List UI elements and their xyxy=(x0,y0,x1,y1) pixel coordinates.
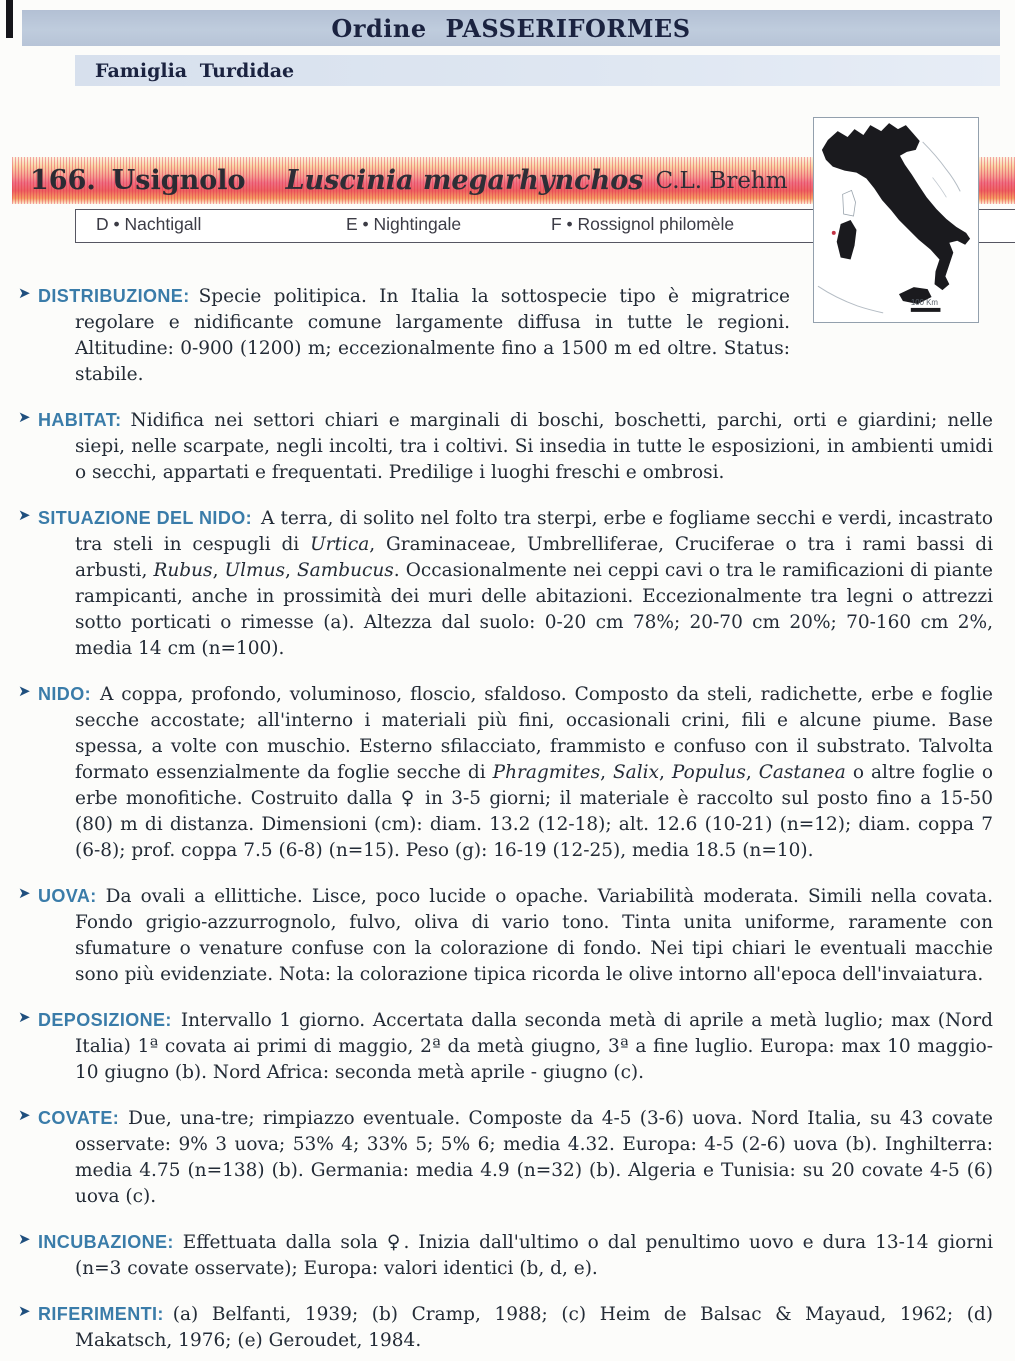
species-number: 166. xyxy=(30,165,96,196)
section-text: Effettuata dalla sola ♀. Inizia dall'ultimo o dal penultimo uovo e dura 13-14 giorni (n=3 covate osservate); Europa: valori identici (b, d, e). xyxy=(75,1232,993,1279)
name-german: D • Nachtigall xyxy=(96,214,202,234)
section xyxy=(0,1301,993,1354)
section-paragraph xyxy=(38,1301,993,1354)
section xyxy=(0,1229,993,1282)
species-account xyxy=(0,283,1015,1361)
scan-corner-mark xyxy=(6,0,13,38)
sections-list xyxy=(0,283,993,1354)
section xyxy=(0,681,993,864)
order-title: Ordine PASSERIFORMES xyxy=(331,13,691,43)
section-label: DEPOSIZIONE: xyxy=(38,1010,172,1030)
section-arrow-icon: ➤ xyxy=(18,1230,31,1248)
section-paragraph xyxy=(38,407,993,486)
distribution-map xyxy=(813,117,979,323)
section-label: UOVA: xyxy=(38,886,97,906)
order-band xyxy=(22,10,1000,46)
section-arrow-icon: ➤ xyxy=(18,1008,31,1026)
section-text: (a) Belfanti, 1939; (b) Cramp, 1988; (c) Heim de Balsac & Mayaud, 1962; (d) Makatsch, 1976; (e) Geroudet, 1984. xyxy=(75,1304,993,1351)
section xyxy=(0,505,993,662)
section-paragraph xyxy=(38,883,993,988)
family-band xyxy=(75,55,1000,86)
section xyxy=(0,1007,993,1086)
name-french: F • Rossignol philomèle xyxy=(551,214,735,234)
section xyxy=(0,883,993,988)
section-text: Nidifica nei settori chiari e marginali di boschi, boschetti, parchi, orti e giardini; nelle siepi, nelle scarpate, negli incolti, tra i coltivi. Si insedia in tutte le esposizioni, in ambienti umidi o secchi, appartati e frequentati. Predilige i luoghi freschi e ombrosi. xyxy=(75,410,993,483)
map-red-mark xyxy=(832,231,836,235)
section-paragraph xyxy=(38,1007,993,1086)
map-scale-bar xyxy=(911,308,941,312)
section-paragraph xyxy=(38,1105,993,1210)
section-label: NIDO: xyxy=(38,684,91,704)
section-label: HABITAT: xyxy=(38,410,122,430)
italy-map-icon xyxy=(814,118,978,322)
section-label: INCUBAZIONE: xyxy=(38,1232,174,1252)
section-label: DISTRIBUZIONE: xyxy=(38,286,190,306)
section-arrow-icon: ➤ xyxy=(18,1302,31,1320)
section-text: A coppa, profondo, voluminoso, floscio, sfaldoso. Composto da steli, radichette, erbe e foglie secche accostate; all'interno i materiali più fini, occasionali crini, fili e alcune piume. Base spessa, a volte con muschio. Esterno sfilacciato, frammisto e confuso con il substrato. Talvolta formato essenzialmente da foglie secche di Phragmites, Salix, Populus, Castanea o altre foglie o erbe monofitiche. Costruito dalla ♀ in 3-5 giorni; il materiale è raccolto sul posto fino a 15-50 (80) m di distanza. Dimensioni (cm): diam. 13.2 (12-18); alt. 12.6 (10-21) (n=12); diam. coppa 7 (6-8); prof. coppa 7.5 (6-8) (n=15). Peso (g): 16-19 (12-25), media 18.5 (n=10). xyxy=(75,684,993,861)
species-scientific-name: Luscinia megarhynchos xyxy=(285,165,644,196)
family-title: Famiglia Turdidae xyxy=(95,59,295,82)
section-arrow-icon: ➤ xyxy=(18,408,31,426)
section-text: Da ovali a ellittiche. Lisce, poco lucide o opache. Variabilità moderata. Simili nella covata. Fondo grigio-azzurrognolo, fulvo, oliva di vario tono. Tinta unita uniforme, raramente con sfumature o venature confuse con la colorazione di fondo. Nei tipi chiari le eventuali macchie sono più evidenziate. Nota: la colorazione tipica ricorda le olive intorno all'epoca dell'invaiatura. xyxy=(75,886,993,985)
section-label: SITUAZIONE DEL NIDO: xyxy=(38,508,253,528)
section-arrow-icon: ➤ xyxy=(18,506,31,524)
section-paragraph xyxy=(38,1229,993,1282)
section-arrow-icon: ➤ xyxy=(18,884,31,902)
section-text: Intervallo 1 giorno. Accertata dalla seconda metà di aprile a metà luglio; max (Nord Italia) 1ª covata ai primi di maggio, 2ª da metà giugno, 3ª a fine luglio. Europa: max 10 maggio-10 giugno (b). Nord Africa: seconda metà aprile - giugno (c). xyxy=(75,1010,993,1083)
section-paragraph xyxy=(38,505,994,662)
section-paragraph xyxy=(38,681,993,864)
name-english: E • Nightingale xyxy=(346,214,462,234)
section-label: RIFERIMENTI: xyxy=(38,1304,164,1324)
section-text: A terra, di solito nel folto tra sterpi, erbe e fogliame secchi e verdi, incastrato tra steli in cespugli di Urtica, Graminaceae, Umbrelliferae, Cruciferae o tra i rami bassi di arbusti, Rubus, Ulmus, Sambucus. Occasionalmente nei ceppi cavi o tra le ramificazioni di piante rampicanti, anche in prossimità dei muri delle abitazioni. Eccezionalmente tra legni o attrezzi sotto porticati o rimesse (a). Altezza dal suolo: 0-20 cm 78%; 20-70 cm 20%; 70-160 cm 2%, media 14 cm (n=100). xyxy=(75,508,994,659)
section-arrow-icon: ➤ xyxy=(18,1106,31,1124)
species-authority: C.L. Brehm xyxy=(655,167,788,194)
section-text: Due, una-tre; rimpiazzo eventuale. Composte da 4-5 (3-6) uova. Nord Italia, su 43 covate osservate: 9% 3 uova; 53% 4; 33% 5; 5% 6; media 4.32. Europa: 4-5 (2-6) uova (b). Inghilterra: media 4.75 (n=138) (b). Germania: media 4.9 (n=32) (b). Algeria e Tunisia: su 20 covate 4-5 (6) uova (c). xyxy=(75,1108,993,1207)
species-common-name: Usignolo xyxy=(111,165,246,196)
section-text: Specie politipica. In Italia la sottospecie tipo è migratrice regolare e nidificante comune largamente diffusa in tutte le regioni. Altitudine: 0-900 (1200) m; eccezionalmente fino a 1500 m ed oltre. Status: stabile. xyxy=(75,286,790,385)
section xyxy=(0,407,993,486)
section-arrow-icon: ➤ xyxy=(18,682,31,700)
map-scale-label: 100 Km xyxy=(910,297,939,307)
section xyxy=(0,1105,993,1210)
section-label: COVATE: xyxy=(38,1108,120,1128)
section-arrow-icon: ➤ xyxy=(18,284,31,302)
